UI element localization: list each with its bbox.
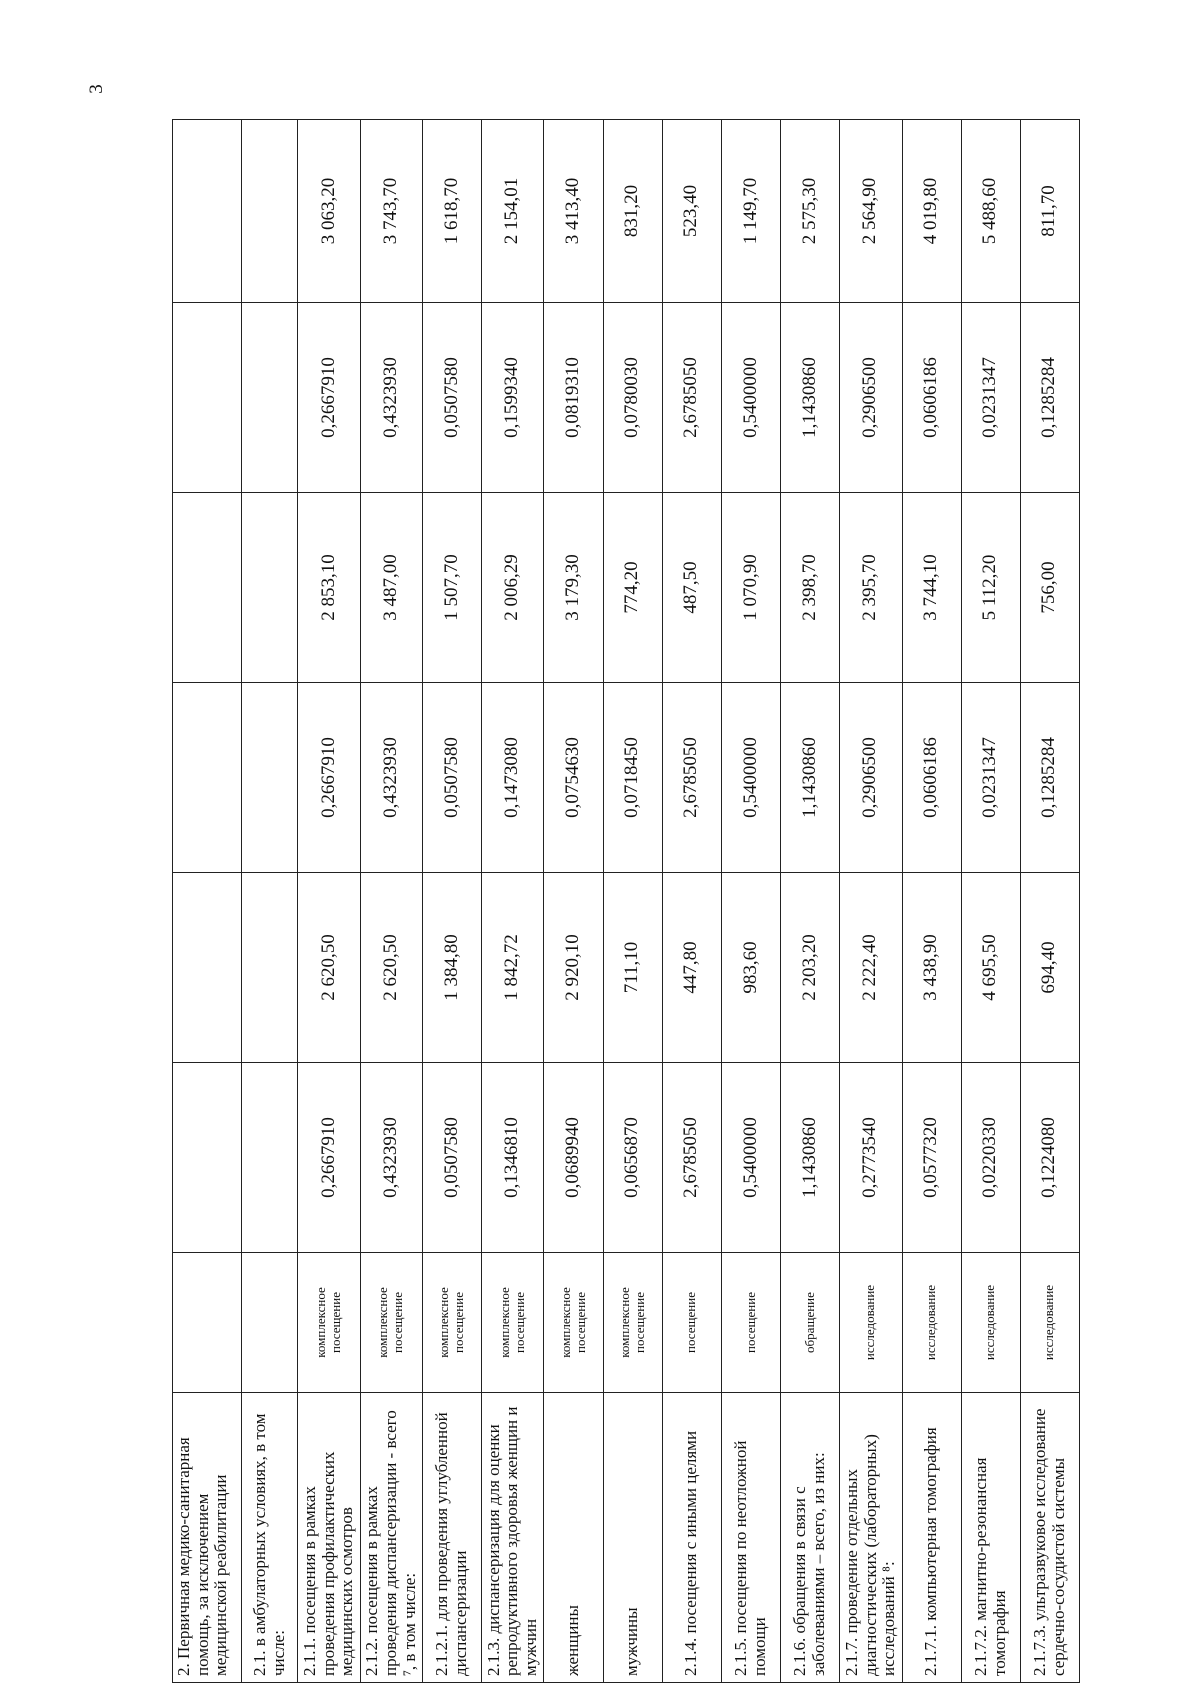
value-cell: 2 853,10	[298, 493, 360, 683]
unit-of-measure	[242, 1253, 298, 1393]
value-cell: 0,5400000	[721, 683, 780, 873]
value-cell: 5 112,20	[961, 493, 1020, 683]
value-cell: 0,5400000	[721, 303, 780, 493]
value-cell: 1 070,90	[721, 493, 780, 683]
value-cell: 0,1346810	[482, 1063, 544, 1253]
value-cell: 2,6785050	[662, 303, 721, 493]
value-cell: 0,2906500	[840, 303, 902, 493]
value-cell: 0,1285284	[1020, 683, 1079, 873]
value-cell: 0,0231347	[961, 303, 1020, 493]
value-cell: 0,0231347	[961, 683, 1020, 873]
row-name: 2.1.3. диспансеризация для оценки репродуктивного здоровья женщин и мужчин	[482, 1393, 544, 1683]
value-cell: 2 006,29	[482, 493, 544, 683]
value-cell: 0,0819310	[544, 303, 603, 493]
value-cell: 0,0754630	[544, 683, 603, 873]
value-cell: 0,0656870	[603, 1063, 662, 1253]
value-cell: 0,4323930	[360, 303, 422, 493]
table-row	[360, 120, 422, 1683]
value-cell: 1 618,70	[423, 120, 482, 303]
value-cell: 0,2667910	[298, 1063, 360, 1253]
value-cell: 0,0718450	[603, 683, 662, 873]
value-cell: 0,0220330	[961, 1063, 1020, 1253]
table-row	[662, 120, 721, 1683]
value-cell: 0,2906500	[840, 683, 902, 873]
value-cell: 0,0507580	[423, 1063, 482, 1253]
value-cell: 1 384,80	[423, 873, 482, 1063]
value-cell: 4 695,50	[961, 873, 1020, 1063]
unit-of-measure: исследование	[961, 1253, 1020, 1393]
value-cell: 3 487,00	[360, 493, 422, 683]
value-cell: 2 154,01	[482, 120, 544, 303]
value-cell: 0,2667910	[298, 303, 360, 493]
value-cell: 0,2667910	[298, 683, 360, 873]
unit-of-measure: комплексное посещение	[482, 1253, 544, 1393]
value-cell: 447,80	[662, 873, 721, 1063]
unit-of-measure: исследование	[1020, 1253, 1079, 1393]
row-name: 2.1.2.1. для проведения углубленной диспансеризации	[423, 1393, 482, 1683]
value-cell	[173, 1063, 242, 1253]
value-cell: 711,10	[603, 873, 662, 1063]
value-cell: 2,6785050	[662, 1063, 721, 1253]
value-cell: 487,50	[662, 493, 721, 683]
value-cell	[173, 303, 242, 493]
table-row	[961, 120, 1020, 1683]
value-cell: 0,4323930	[360, 683, 422, 873]
value-cell: 5 488,60	[961, 120, 1020, 303]
value-cell: 0,5400000	[721, 1063, 780, 1253]
value-cell: 2 398,70	[781, 493, 840, 683]
value-cell: 2,6785050	[662, 683, 721, 873]
value-cell: 2 203,20	[781, 873, 840, 1063]
table-row	[840, 120, 902, 1683]
value-cell: 3 413,40	[544, 120, 603, 303]
unit-of-measure: комплексное посещение	[423, 1253, 482, 1393]
row-name: женщины	[544, 1393, 603, 1683]
value-cell: 0,0507580	[423, 683, 482, 873]
value-cell: 2 920,10	[544, 873, 603, 1063]
value-cell: 983,60	[721, 873, 780, 1063]
value-cell: 523,40	[662, 120, 721, 303]
value-cell: 0,2773540	[840, 1063, 902, 1253]
value-cell	[242, 1063, 298, 1253]
table-row	[482, 120, 544, 1683]
value-cell	[242, 683, 298, 873]
value-cell: 0,4323930	[360, 1063, 422, 1253]
value-cell: 2 620,50	[298, 873, 360, 1063]
value-cell: 2 564,90	[840, 120, 902, 303]
unit-of-measure: посещение	[662, 1253, 721, 1393]
value-cell: 0,1224080	[1020, 1063, 1079, 1253]
value-cell: 1 149,70	[721, 120, 780, 303]
value-cell: 0,1285284	[1020, 303, 1079, 493]
table-row	[902, 120, 961, 1683]
row-name: мужчины	[603, 1393, 662, 1683]
value-cell: 4 019,80	[902, 120, 961, 303]
value-cell: 0,0577320	[902, 1063, 961, 1253]
unit-of-measure: посещение	[721, 1253, 780, 1393]
row-name: 2.1.7.2. магнитно-резонансная томография	[961, 1393, 1020, 1683]
table-row	[721, 120, 780, 1683]
row-name: 2.1.7.3. ультразвуковое исследование сердечно-сосудистой системы	[1020, 1393, 1079, 1683]
value-cell: 1 842,72	[482, 873, 544, 1063]
value-cell: 756,00	[1020, 493, 1079, 683]
table-row	[423, 120, 482, 1683]
value-cell: 0,1473080	[482, 683, 544, 873]
unit-of-measure: комплексное посещение	[603, 1253, 662, 1393]
value-cell: 2 620,50	[360, 873, 422, 1063]
row-name: 2.1.1. посещения в рамках проведения профилактических медицинских осмотров	[298, 1393, 360, 1683]
unit-of-measure: исследование	[902, 1253, 961, 1393]
value-cell: 0,0689940	[544, 1063, 603, 1253]
row-name: 2.1.7. проведение отдельных диагностических (лабораторных) исследований ⁸:	[840, 1393, 902, 1683]
unit-of-measure: комплексное посещение	[298, 1253, 360, 1393]
value-cell: 1,1430860	[781, 683, 840, 873]
unit-of-measure: обращение	[781, 1253, 840, 1393]
value-cell: 0,0507580	[423, 303, 482, 493]
value-cell: 0,0606186	[902, 303, 961, 493]
tariff-table	[172, 119, 1080, 1683]
value-cell: 3 744,10	[902, 493, 961, 683]
value-cell	[173, 683, 242, 873]
table-row	[603, 120, 662, 1683]
table-row	[1020, 120, 1079, 1683]
value-cell: 2 575,30	[781, 120, 840, 303]
table-row	[298, 120, 360, 1683]
value-cell: 3 438,90	[902, 873, 961, 1063]
value-cell: 811,70	[1020, 120, 1079, 303]
value-cell: 3 063,20	[298, 120, 360, 303]
value-cell: 3 179,30	[544, 493, 603, 683]
table-row	[544, 120, 603, 1683]
value-cell	[173, 493, 242, 683]
value-cell	[242, 493, 298, 683]
unit-of-measure	[173, 1253, 242, 1393]
value-cell: 694,40	[1020, 873, 1079, 1063]
row-name: 2. Первичная медико-санитарная помощь, за исключением медицинской реабилитации	[173, 1393, 242, 1683]
unit-of-measure: исследование	[840, 1253, 902, 1393]
value-cell: 3 743,70	[360, 120, 422, 303]
table-row	[173, 120, 242, 1683]
row-name: 2.1.2. посещения в рамках проведения диспансеризации - всего ⁷, в том числе:	[360, 1393, 422, 1683]
value-cell: 2 395,70	[840, 493, 902, 683]
row-name: 2.1. в амбулаторных условиях, в том числе:	[242, 1393, 298, 1683]
value-cell	[242, 873, 298, 1063]
row-name: 2.1.6. обращения в связи с заболеваниями – всего, из них:	[781, 1393, 840, 1683]
value-cell	[242, 303, 298, 493]
value-cell: 831,20	[603, 120, 662, 303]
value-cell	[173, 120, 242, 303]
value-cell: 774,20	[603, 493, 662, 683]
rotated-table-container	[172, 120, 1080, 1683]
unit-of-measure: комплексное посещение	[544, 1253, 603, 1393]
table-row	[242, 120, 298, 1683]
value-cell: 0,0780030	[603, 303, 662, 493]
value-cell: 1,1430860	[781, 303, 840, 493]
unit-of-measure: комплексное посещение	[360, 1253, 422, 1393]
table-row	[781, 120, 840, 1683]
value-cell	[242, 120, 298, 303]
row-name: 2.1.7.1. компьютерная томография	[902, 1393, 961, 1683]
row-name: 2.1.5. посещения по неотложной помощи	[721, 1393, 780, 1683]
row-name: 2.1.4. посещения с иными целями	[662, 1393, 721, 1683]
page-number: 3	[86, 84, 107, 94]
value-cell: 2 222,40	[840, 873, 902, 1063]
value-cell: 1,1430860	[781, 1063, 840, 1253]
value-cell: 0,1599340	[482, 303, 544, 493]
value-cell	[173, 873, 242, 1063]
value-cell: 0,0606186	[902, 683, 961, 873]
value-cell: 1 507,70	[423, 493, 482, 683]
